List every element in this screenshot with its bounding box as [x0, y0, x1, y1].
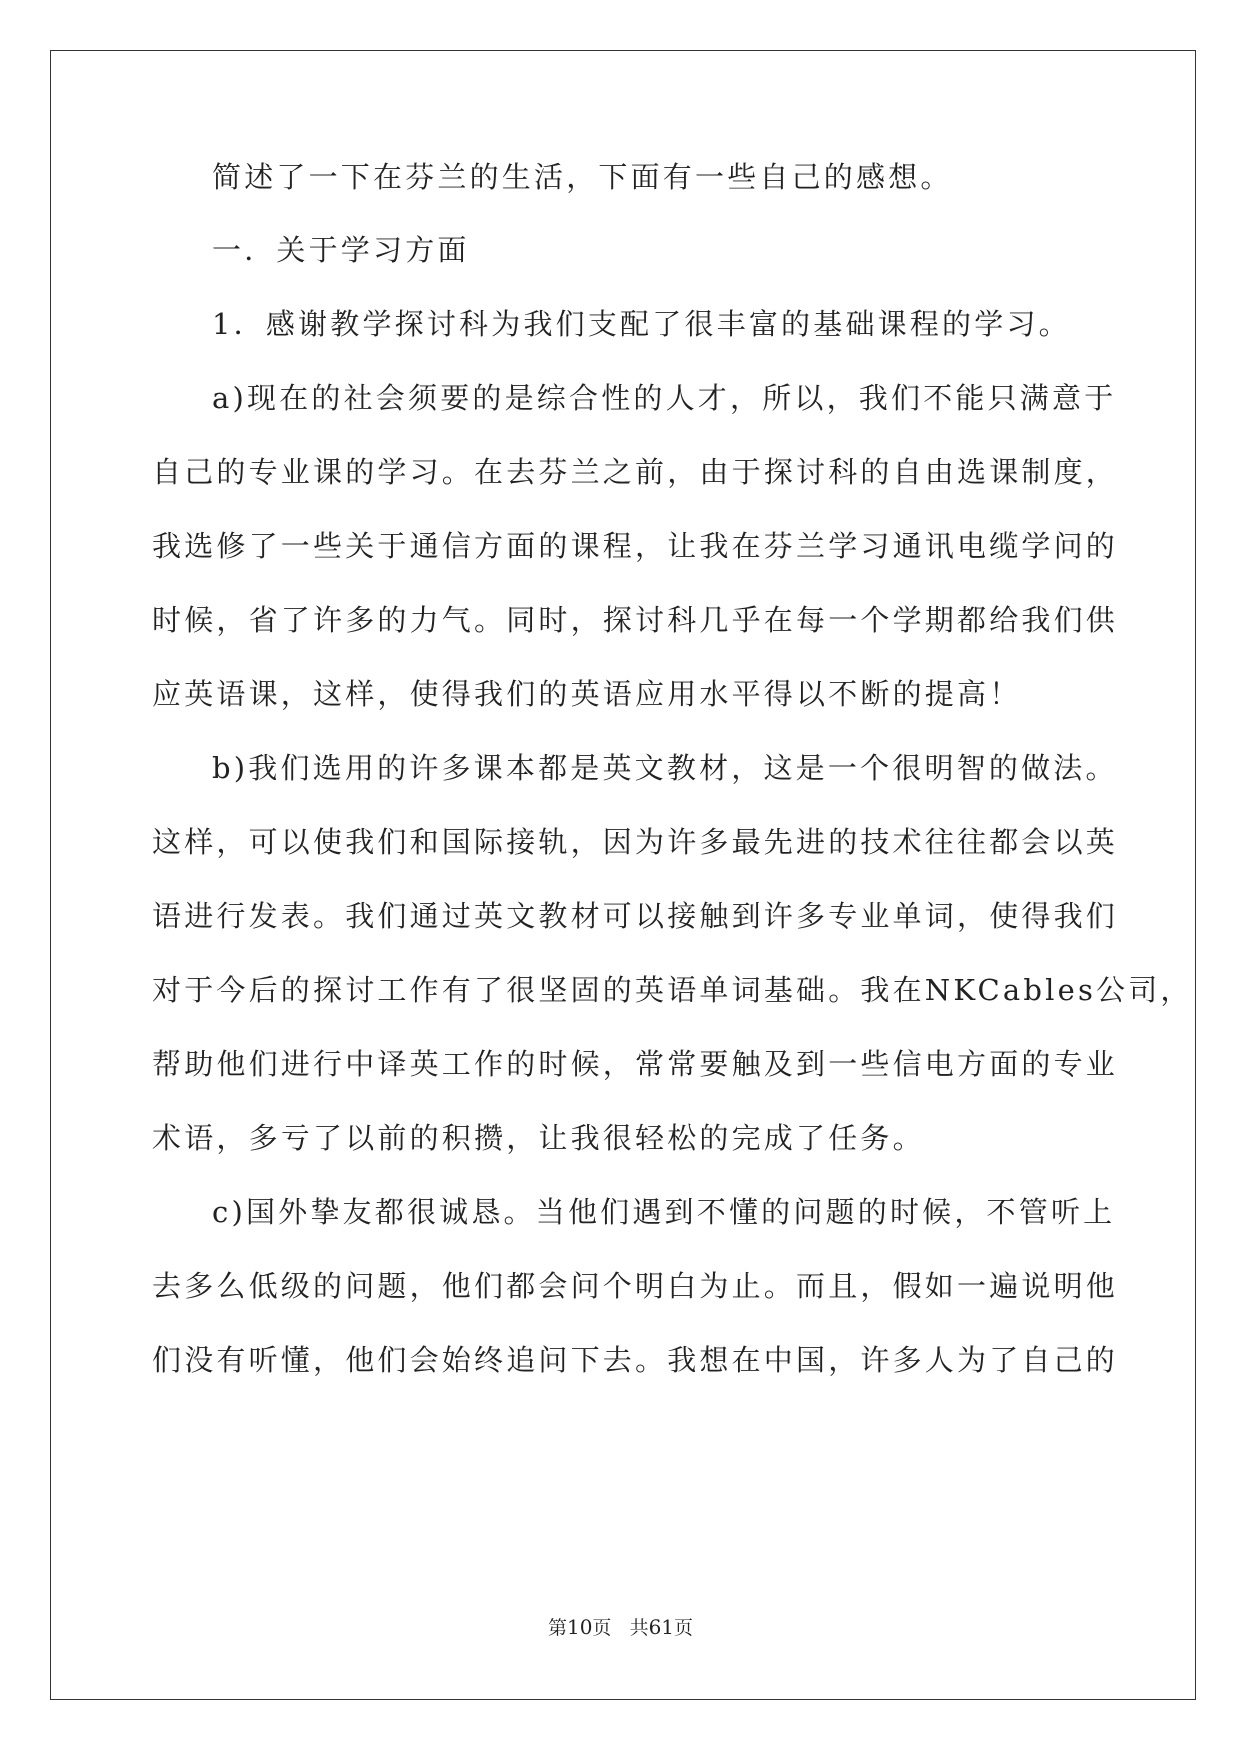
text-line: 我选修了一些关于通信方面的课程，让我在芬兰学习通讯电缆学问的 — [152, 529, 1119, 563]
page-border — [50, 50, 1196, 1700]
page-footer — [0, 1613, 1241, 1640]
text-line: 语进行发表。我们通过英文教材可以接触到许多专业单词，使得我们 — [152, 899, 1119, 933]
section-heading: 一．关于学习方面 — [212, 233, 470, 267]
footer-page-prefix: 第 — [547, 1617, 567, 1639]
footer-page-number: 10 — [566, 1615, 593, 1639]
text-line: 时候，省了许多的力气。同时，探讨科几乎在每一个学期都给我们供 — [152, 603, 1119, 637]
text-line: a)现在的社会须要的是综合性的人才，所以，我们不能只满意于 — [212, 381, 1117, 415]
footer-total-prefix: 共 — [629, 1617, 649, 1639]
text-line: 1．感谢教学探讨科为我们支配了很丰富的基础课程的学习。 — [212, 307, 1071, 341]
text-line: 应英语课，这样，使得我们的英语应用水平得以不断的提高！ — [152, 677, 1022, 711]
text-line: 去多么低级的问题，他们都会问个明白为止。而且，假如一遍说明他 — [152, 1269, 1119, 1303]
text-line: b)我们选用的许多课本都是英文教材，这是一个很明智的做法。 — [212, 751, 1118, 785]
text-line: 简述了一下在芬兰的生活，下面有一些自己的感想。 — [212, 160, 953, 194]
footer-page-suffix: 页 — [592, 1617, 612, 1639]
text-line: 自己的专业课的学习。在去芬兰之前，由于探讨科的自由选课制度， — [152, 455, 1119, 489]
text-line: c)国外挚友都很诚恳。当他们遇到不懂的问题的时候，不管听上 — [212, 1195, 1116, 1229]
footer-total-suffix: 页 — [674, 1617, 694, 1639]
text-line: 术语，多亏了以前的积攒，让我很轻松的完成了任务。 — [152, 1121, 925, 1155]
text-line: 这样，可以使我们和国际接轨，因为许多最先进的技术往往都会以英 — [152, 825, 1119, 859]
footer-total-number: 61 — [648, 1615, 675, 1639]
text-line: 帮助他们进行中译英工作的时候，常常要触及到一些信电方面的专业 — [152, 1047, 1119, 1081]
text-line: 们没有听懂，他们会始终追问下去。我想在中国，许多人为了自己的 — [152, 1343, 1119, 1377]
text-line: 对于今后的探讨工作有了很坚固的英语单词基础。我在NKCables公司， — [152, 973, 1193, 1007]
